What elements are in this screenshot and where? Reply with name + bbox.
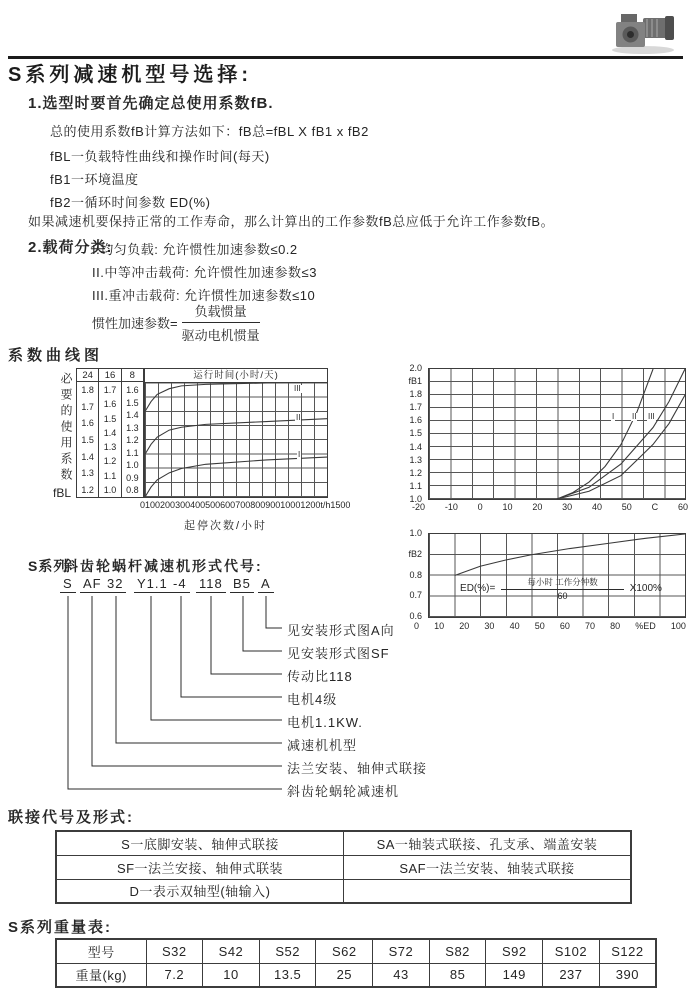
weight-table-row [56,939,656,963]
tick-label: %ED [635,621,656,631]
tick-label: 1.2 [126,435,139,445]
weight-table-cell: 43 [373,963,430,987]
curve-fB2 [455,534,685,576]
tick-label: 1.0 [409,493,422,504]
tick-label: 30 [562,502,573,512]
tick-label: fB2 [408,548,422,559]
fbl-y-axis-label: 必要的使用系数 [59,372,73,484]
tick-label: 20 [532,502,543,512]
ed-formula-numerator: 每小时 工作分钟数 [501,576,623,590]
section1-note: 如果减速机要保持正常的工作寿命，那么计算出的工作参数fB总应低于允许工作参数fB。 [28,214,555,229]
fb-formula-line: 总的使用系数fB计算方法如下：fB总=fBL X fB1 x fB2 [50,124,369,139]
model-code-part: S [60,576,76,593]
tick-label: 1.5 [409,428,422,439]
page-title: S系列减速机型号选择: [8,64,252,86]
ed-formula-denominator: 60 [557,591,568,601]
curve-II [557,369,685,499]
tick-label: 60 [677,502,688,512]
weight-table-cell: 10 [203,963,260,987]
fb1-y-ticks [390,364,422,504]
fb2-x-ticks [414,622,686,631]
model-code-legend-item: 电机4级 [287,692,338,707]
tick-label: 1.1 [409,480,422,491]
weight-table-cell: S82 [429,939,486,963]
tick-label: 0.9 [126,472,139,483]
model-code-legend-item: 见安装形式图A向 [287,623,395,638]
connection-table-cell: S一底脚安装、轴伸式联接 [56,831,344,855]
tick-label: 400 [190,500,206,510]
gear-motor-photo [608,5,682,55]
tick-label: 70 [584,621,595,631]
tick-label: 1.4 [409,441,422,452]
tick-label: 1.1 [103,470,117,481]
tick-label: 1.3 [81,468,94,479]
fbl-axis-column-header: 16 [99,369,120,382]
tick-label: 40 [591,502,602,512]
tick-label: t/h [320,500,331,510]
tick-label: C [651,502,659,512]
weight-table-cell: S102 [543,939,600,963]
model-code-legend-item: 斜齿轮蜗轮减速机 [287,784,400,799]
tick-label: 50 [534,621,545,631]
tick-label: 0.8 [126,485,139,495]
fbl-chart-grid [145,383,327,497]
curve-I [145,457,327,497]
model-code-leader-lines [0,560,350,800]
leader-line [116,596,282,743]
fbl-axis-column-ticks [77,382,98,497]
connection-table-row [56,831,631,855]
tick-label: 0 [414,621,420,631]
weight-table-cell: 237 [543,963,600,987]
fbl-axis-column [77,369,99,497]
tick-label: 50 [621,502,632,512]
tick-label: 30 [484,621,495,631]
tick-label: 0.6 [409,611,422,621]
formula-numerator: 负载惯量 [182,301,260,323]
tick-label: 1.2 [103,456,117,467]
model-code-part: -4 [170,576,190,593]
leader-line [266,596,282,628]
weight-table-cell: S42 [203,939,260,963]
tick-label: 0.8 [409,569,422,580]
weight-table-cell: 390 [599,963,656,987]
fb1-curves [429,369,685,499]
formula-lhs: 惯性加速参数= [92,316,178,331]
tick-label: 900 [265,500,281,510]
tick-label: 1.1 [126,447,139,458]
section1-heading: 1.选型时要首先确定总使用系数fB. [28,95,274,112]
weight-table-cell: 型号 [56,939,146,963]
fbl-axis-column-header: 8 [122,369,143,382]
weight-table-cell: 85 [429,963,486,987]
formula-fraction [182,301,260,344]
curve-III [557,395,685,499]
tick-label: 100 [145,500,161,510]
fbl-axis-column [122,369,143,497]
ed-formula-fraction [501,576,623,601]
curve-label: II [632,412,637,421]
tick-label: 500 [205,500,221,510]
gear-motor-illustration [608,5,682,55]
tick-label: 10 [434,621,445,631]
tick-label: 600 [220,500,236,510]
connection-table-cell: SA一轴装式联接、孔支承、端盖安装 [344,831,632,855]
model-code-part: AF [80,576,105,593]
fbl-definition: fBL一负载特性曲线和操作时间(每天) [50,149,270,164]
fb2-definition: fB2一循环时间参数 ED(%) [50,195,211,210]
tick-label: 1200 [300,500,321,510]
weight-table-cell: 149 [486,963,543,987]
leader-line [92,596,282,766]
tick-label: fB1 [408,376,422,387]
tick-label: 1.6 [81,418,94,429]
tick-label: 1.5 [103,413,117,424]
weight-table-cell: S122 [599,939,656,963]
weight-table [55,938,657,988]
fbl-axis-column-ticks [99,382,120,497]
tick-label: 1500 [330,500,351,510]
connection-table [55,830,632,904]
model-code-legend-item: 电机1.1KW. [287,715,363,730]
weight-table-cell: 7.2 [146,963,203,987]
fbl-x-ticks [140,500,351,510]
tick-label: 1.6 [409,415,422,426]
ed-formula-lhs: ED(%)= [460,583,496,594]
tick-label: 2.0 [409,363,422,373]
connection-table-row [56,879,631,903]
fb2-chart-plot [428,533,686,618]
tick-label: 10 [502,502,513,512]
formula-denominator: 驱动电机惯量 [181,328,260,343]
curve-label: III [648,412,655,421]
weight-table-row [56,963,656,987]
connection-table-cell: SF一法兰安接、轴伸式联装 [56,855,344,879]
tick-label: 1.0 [103,484,117,495]
tick-label: 0 [140,500,146,510]
load-class-3: III.重冲击载荷: 允许惯性加速参数≤10 [92,288,316,303]
tick-label: 1.4 [126,410,139,420]
weight-table-cell: S72 [373,939,430,963]
tick-label: 1.7 [81,401,94,412]
tick-label: 800 [250,500,266,510]
tick-label: 300 [175,500,191,510]
curve-label: II [296,413,301,422]
tick-label: 40 [509,621,520,631]
tick-label: 1.3 [409,454,422,465]
tick-label: 1.5 [81,434,94,445]
connection-table-cell: D一表示双轴型(轴输入) [56,879,344,903]
fbl-x-axis-label: 起停次数/小时 [184,520,268,532]
tick-label: 0.7 [409,590,422,601]
tick-label: 60 [559,621,570,631]
fb1-chart-plot [428,368,686,500]
curve-I [557,369,653,499]
fb1-x-ticks [412,503,688,512]
connection-table-cell: SAF一法兰安装、轴装式联接 [344,855,632,879]
model-code-series-label: S系列 [28,558,69,574]
tick-label: 100 [670,621,686,631]
fbl-axis-column [99,369,121,497]
fbl-axis-column-header: 24 [77,369,98,382]
tick-label: 1.6 [103,399,117,410]
leader-line [151,596,282,720]
fbl-curves [145,383,327,497]
model-code-part: 32 [104,576,126,593]
ed-percent-formula [443,576,679,601]
model-code-legend-item: 法兰安装、轴伸式联接 [287,761,428,776]
inertia-formula [92,301,260,344]
connection-table-heading: 联接代号及形式: [8,809,134,826]
model-code-legend-item: 见安装形式图SF [287,646,390,661]
fbl-axis-column-ticks [122,382,143,497]
tick-label: 1.0 [409,528,422,538]
tick-label: 20 [459,621,470,631]
tick-label: 1.8 [409,389,422,400]
tick-label: 1.4 [103,427,117,438]
tick-label: 1.8 [81,385,94,395]
tick-label: 1.7 [103,385,117,395]
leader-line [68,596,282,789]
tick-label: 1.5 [126,397,139,408]
model-code-part: Y1.1 [134,576,171,593]
model-code-legend-item: 减速机机型 [287,738,358,753]
load-class-1: I.均匀负载: 允许惯性加速参数≤0.2 [92,242,298,257]
curve-II [145,419,327,455]
section2-heading: 2.载荷分类: [28,239,113,256]
fbl-chart-title: 运行时间(小时/天) [145,369,327,383]
weight-table-cell: S32 [146,939,203,963]
leader-line [243,596,282,651]
tick-label: 200 [160,500,176,510]
connection-table-row [56,855,631,879]
weight-table-cell: 重量(kg) [56,963,146,987]
curve-label: I [612,412,615,421]
ed-formula-rhs: X100% [629,583,662,594]
tick-label: 1.3 [126,422,139,433]
weight-table-cell: S92 [486,939,543,963]
weight-table-cell: S62 [316,939,373,963]
tick-label: 1.3 [103,442,117,453]
fb2-y-ticks [390,529,422,621]
leader-line [181,596,282,697]
model-code-part: A [258,576,274,593]
tick-label: 1000 [280,500,301,510]
model-code-part: B5 [230,576,254,593]
load-class-2: II.中等冲击载荷: 允许惯性加速参数≤3 [92,265,317,280]
tick-label: 1.4 [81,451,94,462]
curves-section-heading: 系数曲线图 [8,347,104,364]
fbl-chart-plot [144,368,328,498]
weight-table-cell: 25 [316,963,373,987]
leader-line [211,596,282,674]
model-code-legend-item: 传动比118 [287,669,353,684]
curve-label: I [298,450,301,459]
tick-label: 80 [610,621,621,631]
connection-table-cell [344,879,632,903]
weight-table-cell: 13.5 [259,963,316,987]
tick-label: -20 [412,502,426,512]
tick-label: 700 [235,500,251,510]
fbl-axis-symbol: fBL [53,486,72,500]
tick-label: 1.0 [126,460,139,470]
tick-label: 0 [477,502,483,512]
tick-label: -10 [444,502,458,512]
tick-label: 1.2 [409,467,422,478]
tick-label: 1.7 [409,402,422,413]
model-code-heading: 斜齿轮蜗杆减速机形式代号: [64,558,263,574]
model-code-part: 118 [196,576,226,593]
tick-label: 1.6 [126,385,139,395]
weight-table-heading: S系列重量表: [8,919,113,936]
weight-table-cell: S52 [259,939,316,963]
fb1-definition: fB1一环境温度 [50,172,139,187]
tick-label: 1.2 [81,484,94,495]
curve-label: III [294,384,301,393]
fbl-axis-columns [76,368,144,498]
